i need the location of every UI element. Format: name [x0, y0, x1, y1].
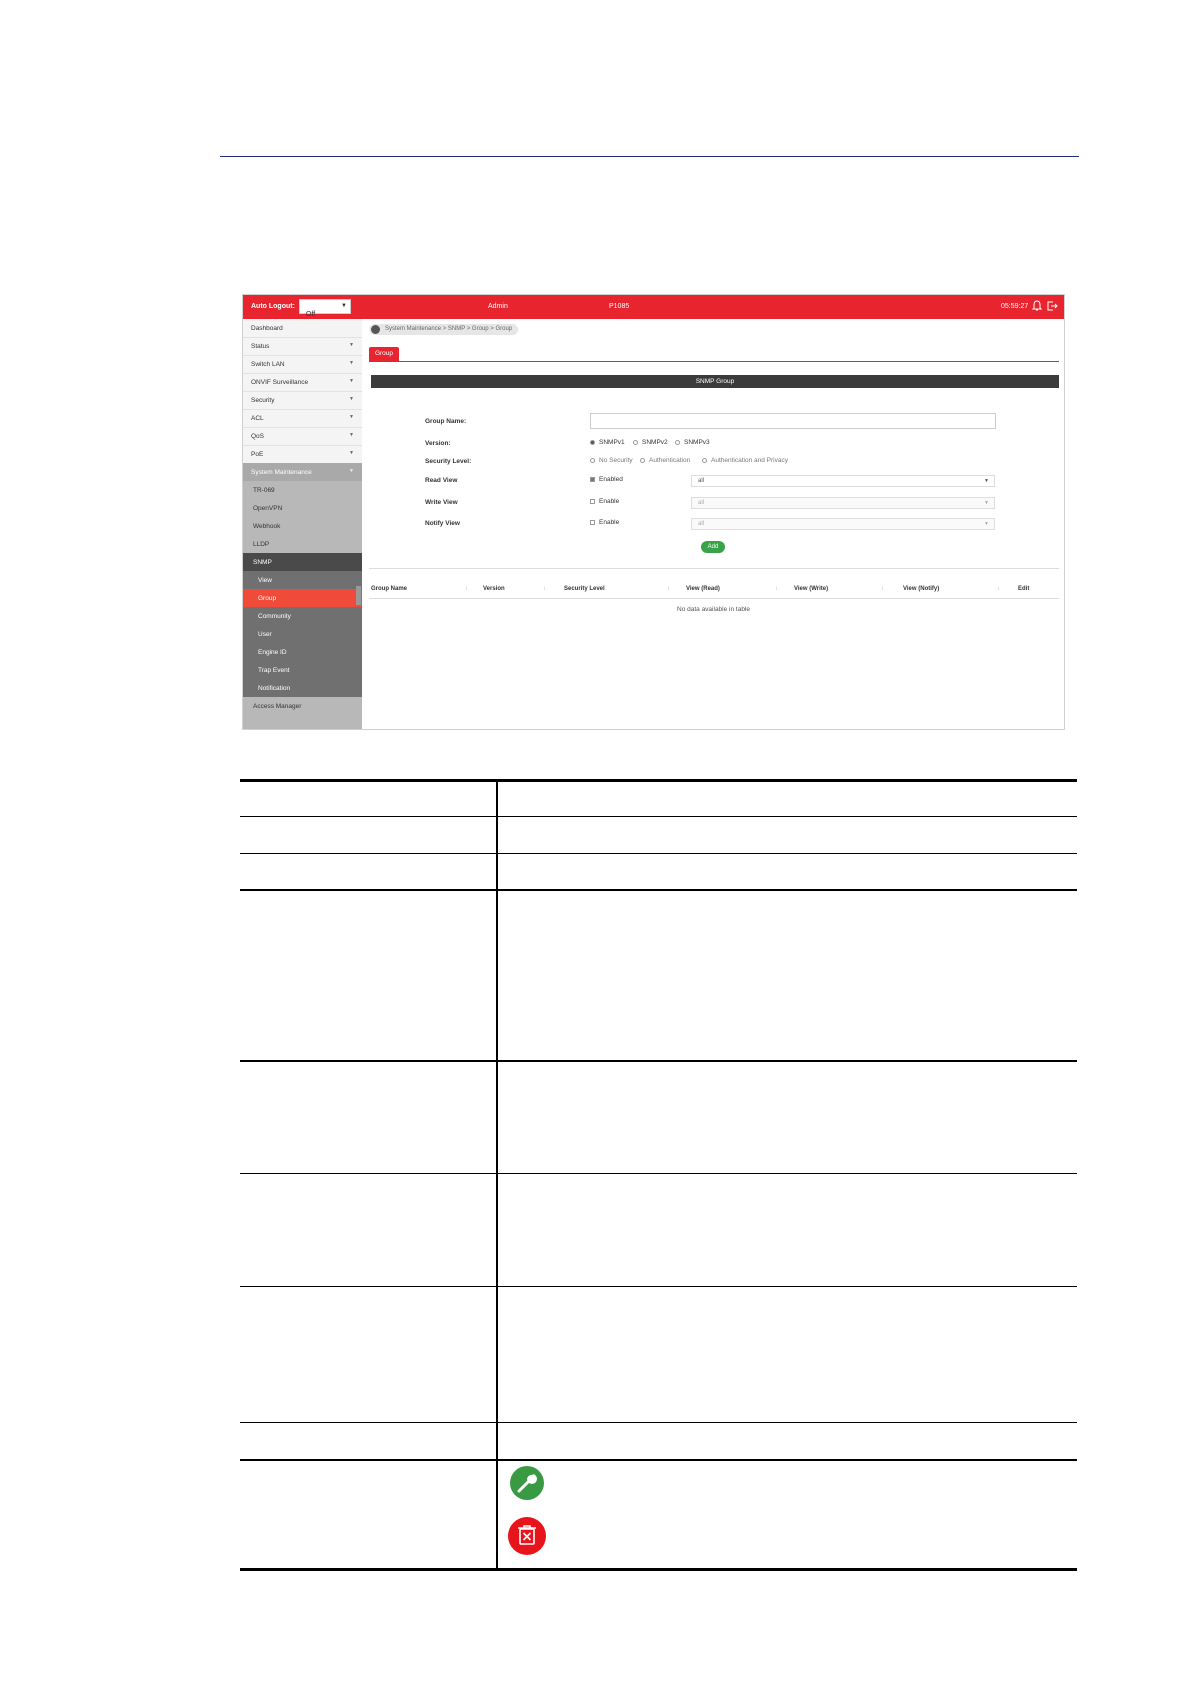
radio-icon — [702, 458, 707, 463]
auto-logout-label: Auto Logout: — [251, 303, 295, 310]
sidebar — [243, 319, 362, 730]
sort-icon[interactable]: ↕ — [667, 586, 670, 592]
sidebar-item-label: ONVIF Surveillance — [251, 379, 309, 386]
wrench-icon — [509, 1465, 545, 1501]
sort-icon[interactable]: ↕ — [881, 586, 884, 592]
table-row-rule — [240, 816, 1077, 817]
empty-table-message: No data available in table — [677, 606, 750, 613]
section-title: SNMP Group — [371, 375, 1059, 388]
radio-icon — [640, 458, 645, 463]
sort-icon[interactable]: ↕ — [997, 586, 1000, 592]
sidebar-item-status[interactable] — [243, 337, 362, 356]
sidebar-item-label: TR-069 — [253, 487, 275, 494]
device-model: P1085 — [609, 303, 630, 310]
sidebar-item-openvpn[interactable] — [243, 499, 362, 518]
table-row-rule — [240, 1173, 1077, 1174]
sidebar-item-label: View — [258, 577, 272, 584]
notify-view-label: Notify View — [425, 520, 460, 527]
table-column-divider — [496, 780, 498, 1569]
tab-group[interactable]: Group — [369, 347, 399, 361]
sidebar-item-label: PoE — [251, 451, 264, 458]
sort-icon[interactable]: ↕ — [465, 586, 468, 592]
sidebar-item-label: Group — [258, 595, 277, 602]
radio-label: Authentication and Privacy — [711, 457, 788, 464]
security-no-security-radio[interactable] — [590, 457, 633, 464]
chevron-down-icon: ▼ — [349, 360, 354, 366]
chevron-down-icon: ▼ — [984, 478, 989, 484]
col-view-read[interactable]: View (Read) — [686, 586, 720, 592]
sidebar-item-lldp[interactable] — [243, 535, 362, 554]
select-value: all — [698, 478, 705, 484]
checkbox-label: Enable — [599, 498, 620, 505]
chevron-down-icon: ▼ — [349, 468, 354, 474]
version-snmpv1-radio[interactable] — [590, 439, 625, 446]
table-row-rule — [240, 853, 1077, 854]
sidebar-item-trap-event[interactable] — [243, 661, 362, 680]
radio-icon — [590, 458, 595, 463]
chevron-down-icon: ▼ — [349, 450, 354, 456]
radio-label: SNMPv3 — [684, 439, 710, 446]
chevron-down-icon: ▼ — [349, 378, 354, 384]
auto-logout-value: Off — [306, 311, 316, 318]
read-view-select[interactable] — [691, 475, 995, 487]
notify-view-select[interactable] — [691, 518, 995, 530]
sidebar-item-onvif[interactable] — [243, 373, 362, 392]
version-snmpv3-radio[interactable] — [675, 439, 710, 446]
sidebar-item-security[interactable] — [243, 391, 362, 410]
sidebar-item-label: Access Manager — [253, 703, 302, 710]
sidebar-item-label: SNMP — [253, 559, 272, 566]
table-bottom-rule — [240, 1568, 1077, 1571]
checkbox-icon — [590, 499, 595, 504]
radio-label: No Security — [599, 457, 633, 464]
sidebar-item-label: User — [258, 631, 272, 638]
notify-view-checkbox[interactable] — [590, 519, 619, 526]
radio-label: SNMPv1 — [599, 439, 625, 446]
checkbox-icon — [590, 520, 595, 525]
security-authentication-radio[interactable] — [640, 457, 690, 464]
col-version[interactable]: Version — [483, 586, 505, 592]
group-name-label: Group Name: — [425, 418, 467, 425]
security-level-label: Security Level: — [425, 458, 472, 465]
page-header-rule — [220, 156, 1079, 157]
security-auth-privacy-radio[interactable] — [702, 457, 788, 464]
radio-label: SNMPv2 — [642, 439, 668, 446]
sidebar-item-poe[interactable] — [243, 445, 362, 464]
sidebar-item-webhook[interactable] — [243, 517, 362, 536]
table-top-rule — [240, 779, 1077, 782]
sort-icon[interactable]: ↕ — [775, 586, 778, 592]
col-group-name[interactable]: Group Name — [371, 586, 408, 592]
chevron-down-icon: ▼ — [349, 342, 354, 348]
snmp-group-screenshot — [242, 294, 1065, 730]
sidebar-item-label: QoS — [251, 433, 265, 440]
col-view-write[interactable]: View (Write) — [794, 586, 829, 592]
sidebar-scrollbar[interactable] — [356, 586, 361, 605]
sidebar-item-label: LLDP — [253, 541, 270, 548]
checkbox-checked-icon — [590, 477, 595, 482]
sidebar-item-label: Webhook — [253, 523, 281, 530]
write-view-select[interactable] — [691, 497, 995, 509]
checkbox-label: Enabled — [599, 476, 623, 483]
radio-icon — [675, 440, 680, 445]
sidebar-item-notification[interactable] — [243, 679, 362, 698]
sidebar-item-user[interactable] — [243, 625, 362, 644]
sidebar-item-tr069[interactable] — [243, 481, 362, 500]
chevron-down-icon: ▼ — [349, 432, 354, 438]
select-value: all — [698, 500, 705, 506]
radio-icon — [633, 440, 638, 445]
read-view-label: Read View — [425, 477, 458, 484]
radio-label: Authentication — [649, 457, 691, 464]
table-row-rule — [240, 1060, 1077, 1062]
sidebar-item-switch-lan[interactable] — [243, 355, 362, 374]
home-icon[interactable] — [371, 325, 380, 334]
sidebar-item-label: Community — [258, 613, 291, 620]
sidebar-item-snmp[interactable] — [243, 553, 362, 572]
sidebar-item-engine-id[interactable] — [243, 643, 362, 662]
version-snmpv2-radio[interactable] — [633, 439, 668, 446]
sidebar-item-label: Security — [251, 397, 275, 404]
sidebar-item-view[interactable] — [243, 571, 362, 590]
chevron-down-icon: ▼ — [341, 303, 347, 309]
col-view-notify[interactable]: View (Notify) — [903, 586, 940, 592]
table-header-rule — [369, 598, 1059, 599]
add-button[interactable]: Add — [701, 541, 725, 553]
sidebar-item-qos[interactable] — [243, 427, 362, 446]
logout-icon[interactable] — [1046, 300, 1058, 312]
table-row-rule — [240, 1286, 1077, 1287]
read-view-checkbox[interactable] — [590, 476, 623, 483]
top-bar — [243, 295, 1064, 319]
table-row-rule — [240, 1459, 1077, 1461]
sidebar-item-label: Dashboard — [251, 325, 283, 332]
group-name-input[interactable] — [590, 413, 996, 429]
clock: 05:59:27 — [1001, 303, 1029, 310]
write-view-label: Write View — [425, 499, 458, 506]
user-name: Admin — [488, 303, 508, 310]
sidebar-item-acl[interactable] — [243, 409, 362, 428]
select-value: all — [698, 521, 705, 527]
chevron-down-icon: ▼ — [349, 396, 354, 402]
version-label: Version: — [425, 440, 451, 447]
auto-logout-select[interactable] — [299, 299, 351, 318]
sidebar-item-access-manager[interactable] — [243, 697, 362, 730]
sidebar-item-label: Status — [251, 343, 270, 350]
sidebar-item-label: System Maintenance — [251, 469, 312, 476]
sidebar-item-label: OpenVPN — [253, 505, 283, 512]
table-row-rule — [240, 889, 1077, 891]
sidebar-item-label: Engine ID — [258, 649, 287, 656]
sidebar-item-label: Switch LAN — [251, 361, 285, 368]
chevron-down-icon: ▼ — [984, 500, 989, 506]
trash-icon — [507, 1516, 547, 1556]
write-view-checkbox[interactable] — [590, 498, 619, 505]
chevron-down-icon: ▼ — [984, 521, 989, 527]
breadcrumb — [369, 324, 518, 335]
chevron-down-icon: ▼ — [349, 414, 354, 420]
breadcrumb-text: System Maintenance > SNMP > Group > Group — [385, 326, 513, 332]
checkbox-label: Enable — [599, 519, 620, 526]
sidebar-item-label: Notification — [258, 685, 291, 692]
radio-selected-icon — [590, 440, 595, 445]
sort-icon[interactable]: ↕ — [543, 586, 546, 592]
bell-icon[interactable] — [1032, 300, 1042, 312]
divider — [369, 568, 1059, 569]
sidebar-item-label: Trap Event — [258, 667, 290, 674]
table-row-rule — [240, 1422, 1077, 1423]
col-edit: Edit — [1018, 586, 1030, 592]
col-security-level[interactable]: Security Level — [564, 586, 605, 592]
sidebar-item-label: ACL — [251, 415, 264, 422]
sidebar-item-dashboard[interactable] — [243, 319, 362, 338]
tab-underline — [369, 361, 1059, 362]
sidebar-item-system-maintenance[interactable] — [243, 463, 362, 482]
